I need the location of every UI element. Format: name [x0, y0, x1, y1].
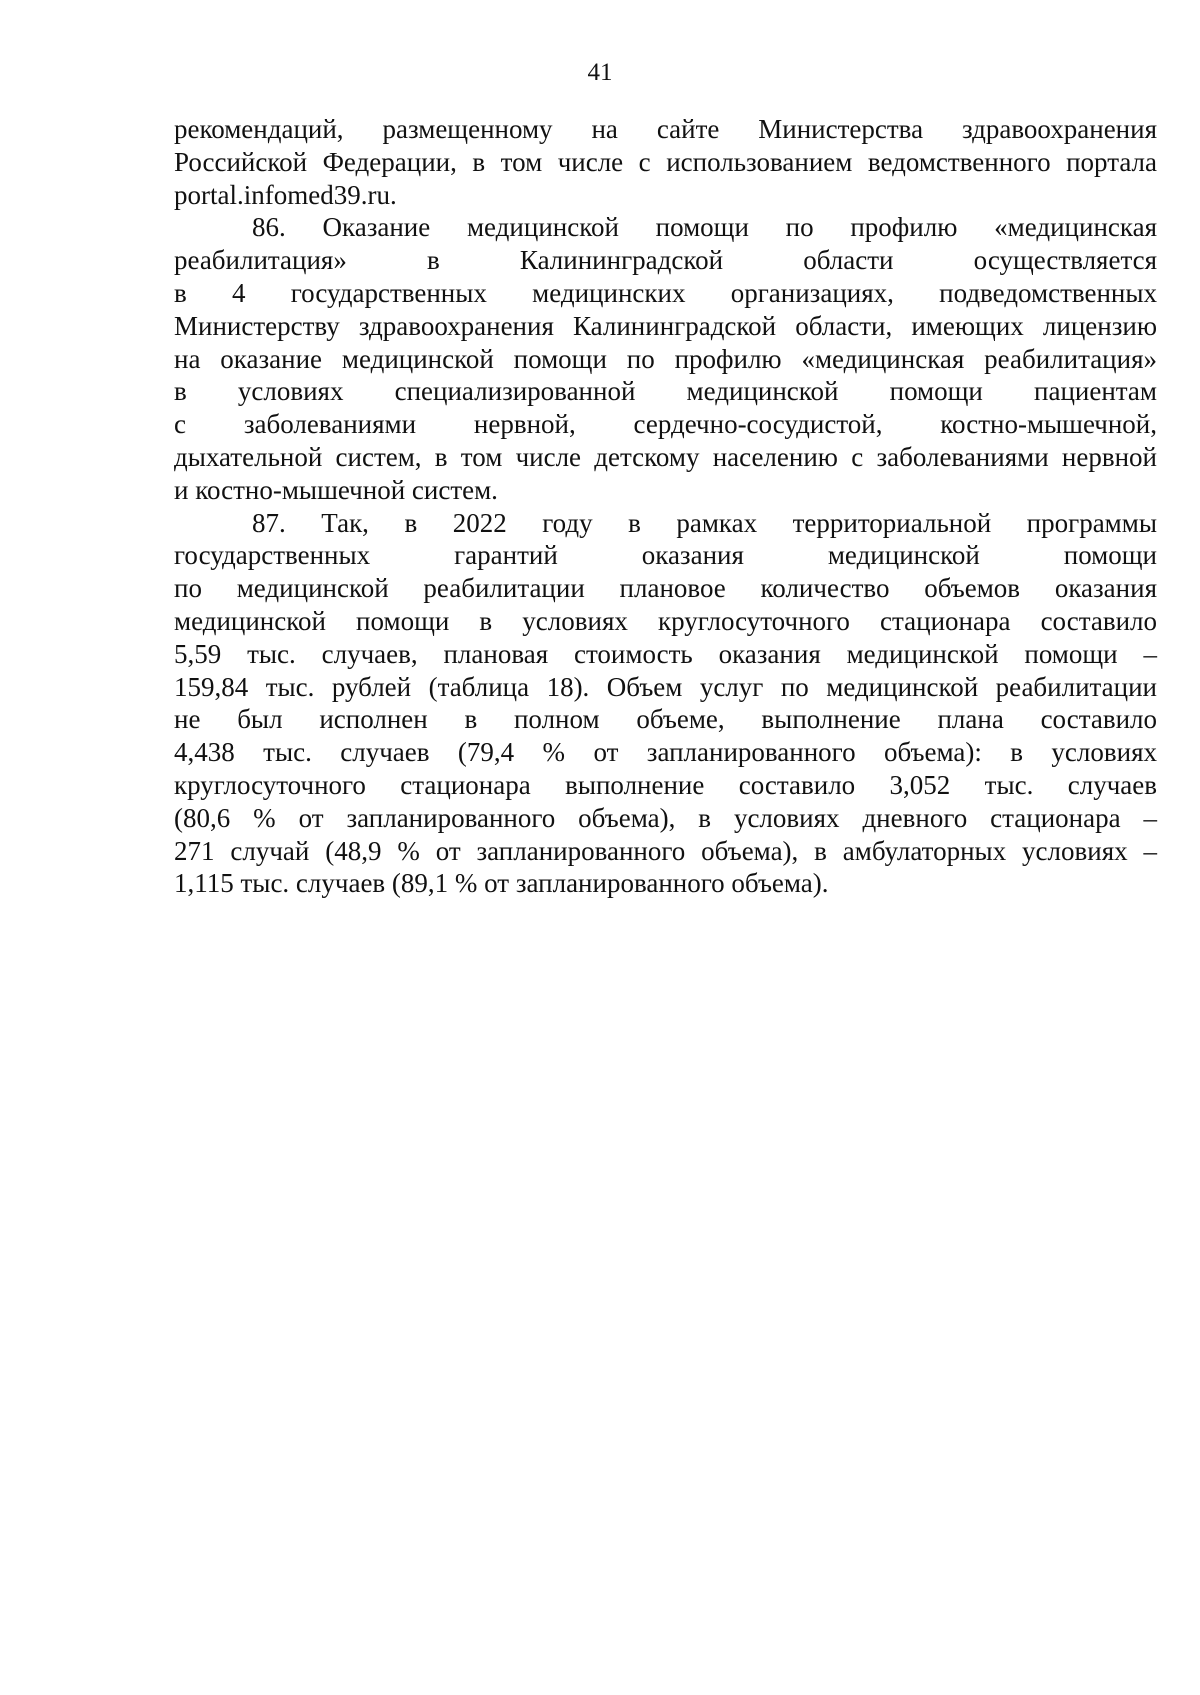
text-line: на оказание медицинской помощи по профилю «медицинская реабилитация» [174, 343, 1157, 374]
text-line: (80,6 % от запланированного объема), в условиях дневного стационара – [174, 802, 1157, 833]
text-line: по медицинской реабилитации плановое количество объемов оказания [174, 573, 1157, 604]
body-text [174, 113, 1157, 900]
paragraph-87-start: 87. Так, в 2022 году в рамках территориальной программы [252, 507, 1157, 538]
text-line: рекомендаций, размещенному на сайте Министерства здравоохранения [174, 114, 1157, 144]
text-line: дыхательной систем, в том числе детскому населению с заболеваниями нервной [174, 441, 1157, 472]
text-line: в условиях специализированной медицинской помощи пациентам [174, 376, 1157, 407]
text-line: реабилитация» в Калининградской области осуществляется [174, 245, 1157, 276]
text-line: 5,59 тыс. случаев, плановая стоимость оказания медицинской помощи – [174, 638, 1157, 669]
page-number: 41 [587, 59, 613, 86]
text-line: Российской Федерации, в том числе с использованием ведомственного портала [174, 146, 1157, 177]
text-line: не был исполнен в полном объеме, выполнение плана составило [174, 704, 1157, 735]
text-line: в 4 государственных медицинских организациях, подведомственных [174, 277, 1157, 308]
text-line: медицинской помощи в условиях круглосуточного стационара составило [174, 605, 1157, 636]
paragraph-86-start: 86. Оказание медицинской помощи по профилю «медицинская [252, 212, 1157, 243]
text-line: 4,438 тыс. случаев (79,4 % от запланированного объема): в условиях [174, 737, 1157, 768]
text-line: 159,84 тыс. рублей (таблица 18). Объем услуг по медицинской реабилитации [174, 671, 1157, 702]
text-line: с заболеваниями нервной, сердечно-сосудистой, костно-мышечной, [174, 409, 1157, 440]
text-line: круглосуточного стационара выполнение составило 3,052 тыс. случаев [174, 769, 1157, 800]
text-line: 271 случай (48,9 % от запланированного объема), в амбулаторных условиях – [174, 835, 1157, 866]
text-line: Министерству здравоохранения Калининградской области, имеющих лицензию [174, 310, 1157, 341]
paragraph-end-line: 1,115 тыс. случаев (89,1 % от запланированного объема). [174, 868, 829, 899]
text-line: государственных гарантий оказания медицинской помощи [174, 540, 1157, 571]
paragraph-end-line: portal.infomed39.ru. [174, 179, 397, 210]
paragraph-end-line: и костно-мышечной систем. [174, 474, 498, 505]
